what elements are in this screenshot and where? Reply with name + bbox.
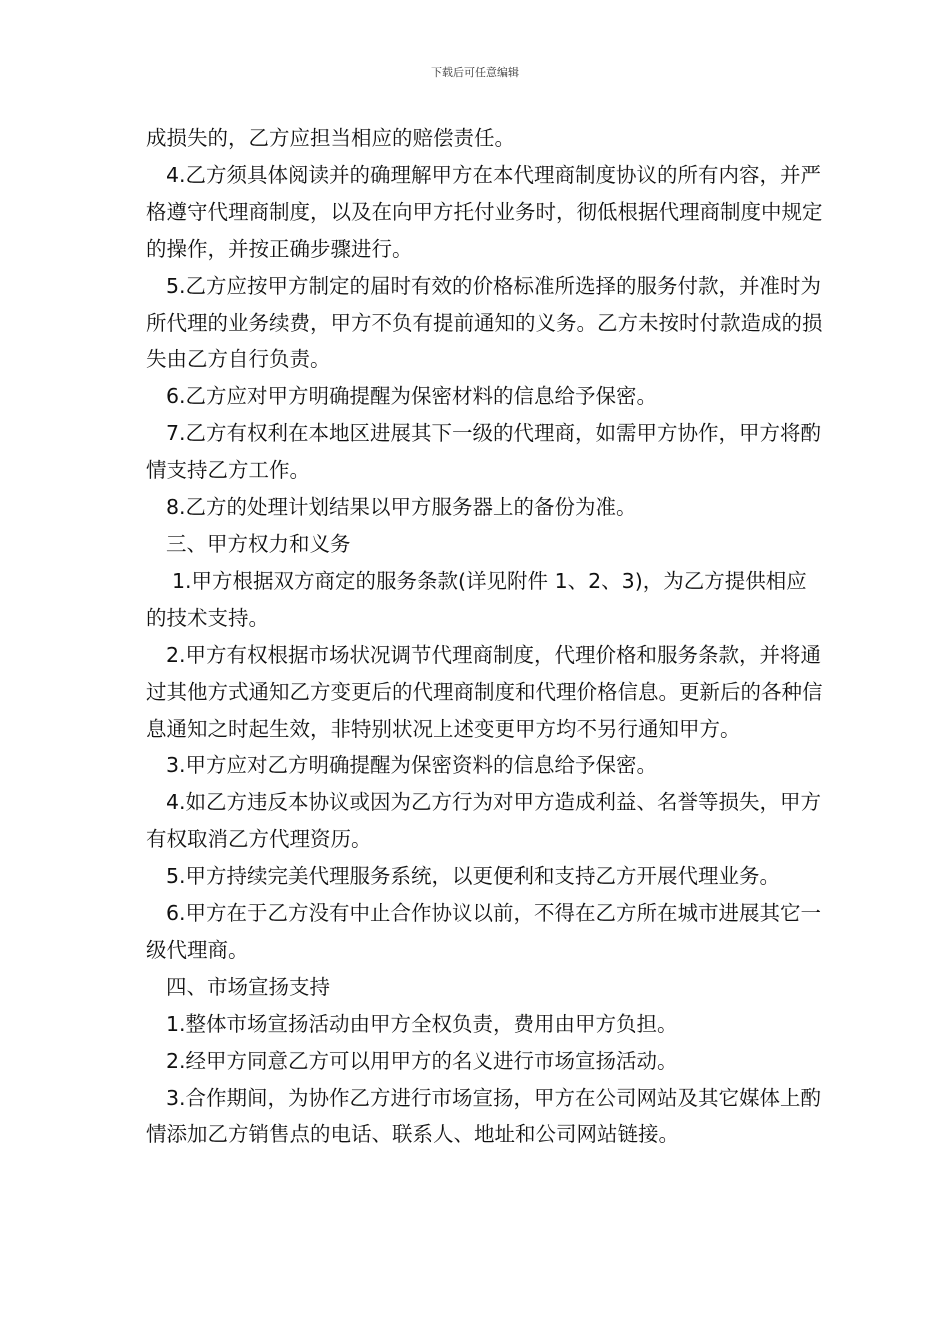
paragraph: 8.乙方的处理计划结果以甲方服务器上的备份为准。: [166, 495, 637, 520]
paragraph: 3.甲方应对乙方明确提醒为保密资料的信息给予保密。: [166, 753, 658, 778]
paragraph: 2.甲方有权根据市场状况调节代理商制度，代理价格和服务条款，并将通过其他方式通知乙方变更后的代理商制度和代理价格信息。更新后的各种信息通知之时起生效，非特别状况上述变更甲方均不另行通知甲方。: [146, 642, 823, 741]
paragraph: 4.乙方须具体阅读并的确理解甲方在本代理商制度协议的所有内容，并严格遵守代理商制度，以及在向甲方托付业务时，彻低根据代理商制度中规定的操作，并按正确步骤进行。: [146, 162, 823, 261]
paragraph: 5.甲方持续完美代理服务系统，以更便利和支持乙方开展代理业务。: [166, 864, 781, 889]
paragraph: 6.甲方在于乙方没有中止合作协议以前，不得在乙方所在城市进展其它一级代理商。: [146, 901, 822, 962]
paragraph: 1.甲方根据双方商定的服务条款(详见附件 1、2、3)，为乙方提供相应的技术支持。: [146, 568, 807, 630]
paragraph: 3.合作期间，为协作乙方进行市场宣扬，甲方在公司网站及其它媒体上酌情添加乙方销售点的电话、联系人、地址和公司网站链接。: [146, 1085, 822, 1147]
paragraph: 7.乙方有权利在本地区进展其下一级的代理商，如需甲方协作，甲方将酌情支持乙方工作。: [146, 421, 822, 483]
section-heading: 四、市场宣扬支持: [166, 974, 330, 999]
paragraph: 成损失的，乙方应担当相应的赔偿责任。: [146, 126, 515, 150]
paragraph: 1.整体市场宣扬活动由甲方全权负责，费用由甲方负担。: [166, 1011, 678, 1036]
page-header: 下载后可任意编辑: [431, 66, 519, 79]
paragraph: 6.乙方应对甲方明确提醒为保密材料的信息给予保密。: [166, 384, 658, 409]
section-heading: 三、甲方权力和义务: [166, 531, 351, 556]
paragraph: 2.经甲方同意乙方可以用甲方的名义进行市场宣扬活动。: [166, 1048, 678, 1073]
paragraph: 4.如乙方违反本协议或因为乙方行为对甲方造成利益、名誉等损失，甲方有权取消乙方代理资历。: [146, 790, 822, 852]
paragraph: 5.乙方应按甲方制定的届时有效的价格标准所选择的服务付款，并准时为所代理的业务续费，甲方不负有提前通知的义务。乙方未按时付款造成的损失由乙方自行负责。: [146, 273, 823, 372]
document-body: [146, 120, 826, 1153]
